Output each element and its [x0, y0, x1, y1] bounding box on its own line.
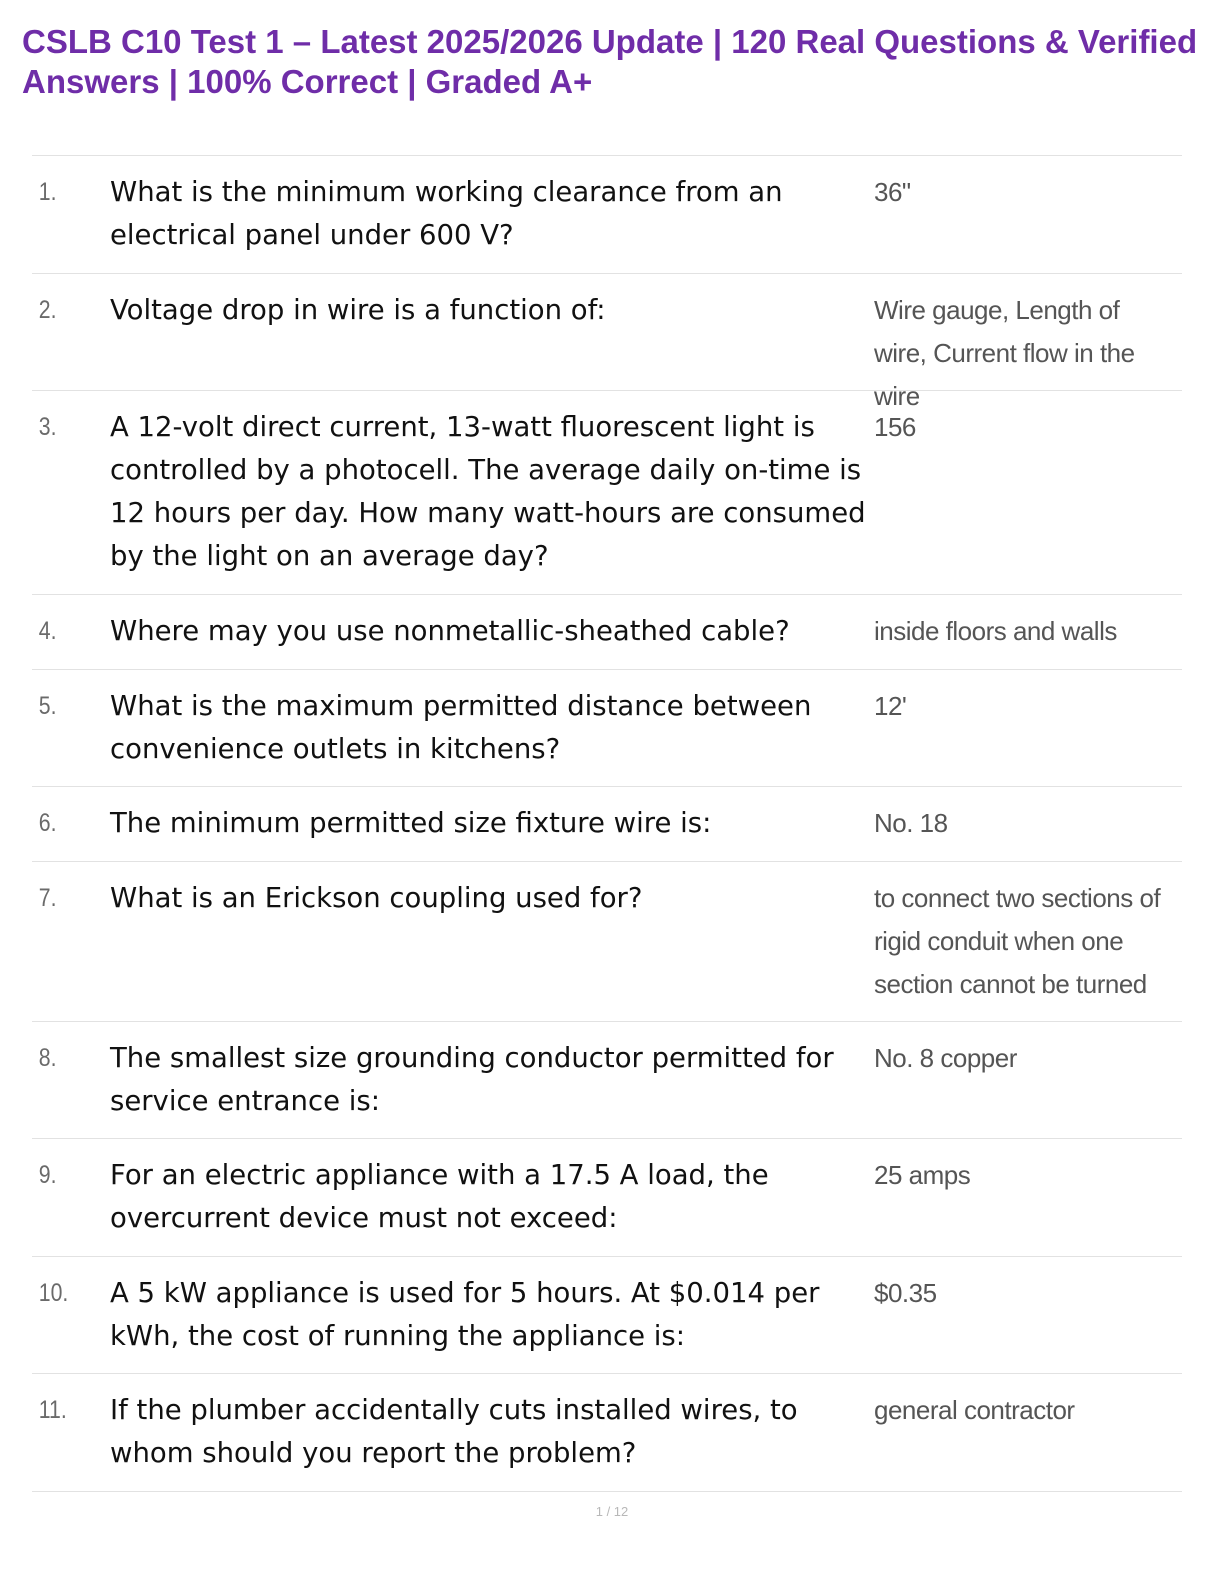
qa-row-8 — [32, 1022, 1182, 1139]
question-text: For an electric appliance with a 17.5 A load, the overcurrent device must not exceed: — [110, 1159, 769, 1234]
question-text: If the plumber accidentally cuts installed wires, to whom should you report the problem? — [110, 1394, 798, 1469]
qa-row-7 — [32, 862, 1182, 1022]
answer-text: 156 — [874, 412, 916, 442]
answer-text: No. 8 copper — [874, 1043, 1017, 1073]
qa-row-4 — [32, 595, 1182, 670]
qa-row-6 — [32, 787, 1182, 862]
question-number: 7. — [38, 884, 57, 912]
question-text: Voltage drop in wire is a function of: — [110, 294, 606, 326]
question-number: 11. — [38, 1396, 67, 1424]
question-text: A 5 kW appliance is used for 5 hours. At $0.014 per kWh, the cost of running the appliance is: — [110, 1277, 820, 1352]
question-text: What is the minimum working clearance from an electrical panel under 600 V? — [110, 176, 783, 251]
question-text: A 12-volt direct current, 13-watt fluorescent light is controlled by a photocell. The average daily on-time is 12 hours per day. How many watt-hours are consumed by the light on an average day? — [110, 411, 866, 572]
qa-row-5 — [32, 670, 1182, 787]
answer-text: to connect two sections of rigid conduit when one section cannot be turned — [874, 883, 1161, 999]
question-number: 1. — [38, 178, 57, 206]
qa-row-2 — [32, 274, 1182, 411]
question-number: 5. — [38, 692, 57, 720]
answer-text: 25 amps — [874, 1160, 971, 1190]
question-answer-list — [32, 155, 1182, 1492]
answer-text: 36" — [874, 177, 911, 207]
question-number: 2. — [38, 296, 57, 324]
qa-row-3 — [32, 391, 1182, 595]
question-text: The smallest size grounding conductor permitted for service entrance is: — [110, 1042, 834, 1117]
question-text: What is an Erickson coupling used for? — [110, 882, 643, 914]
question-number: 6. — [38, 809, 57, 837]
question-number: 8. — [38, 1044, 57, 1072]
question-number: 4. — [38, 617, 57, 645]
answer-text: general contractor — [874, 1395, 1075, 1425]
answer-text: inside floors and walls — [874, 616, 1117, 646]
qa-row-9 — [32, 1139, 1182, 1257]
answer-text: No. 18 — [874, 808, 948, 838]
qa-row-10 — [32, 1257, 1182, 1374]
question-text: What is the maximum permitted distance between convenience outlets in kitchens? — [110, 690, 812, 765]
answer-text: 12' — [874, 691, 907, 721]
question-number: 10. — [38, 1279, 69, 1307]
answer-text: $0.35 — [874, 1278, 937, 1308]
question-number: 9. — [38, 1161, 57, 1189]
page-number: 1 / 12 — [595, 1504, 629, 1519]
document-title: CSLB C10 Test 1 – Latest 2025/2026 Update | 120 Real Questions & Verified Answers | 100% Correct | Graded A+ — [22, 23, 1198, 100]
answer-text: Wire gauge, Length of wire, Current flow in the wire — [874, 295, 1135, 411]
question-text: The minimum permitted size fixture wire is: — [110, 807, 712, 839]
question-text: Where may you use nonmetallic-sheathed cable? — [110, 615, 790, 647]
qa-row-1 — [32, 156, 1182, 274]
question-number: 3. — [38, 413, 57, 441]
qa-row-11 — [32, 1374, 1182, 1492]
